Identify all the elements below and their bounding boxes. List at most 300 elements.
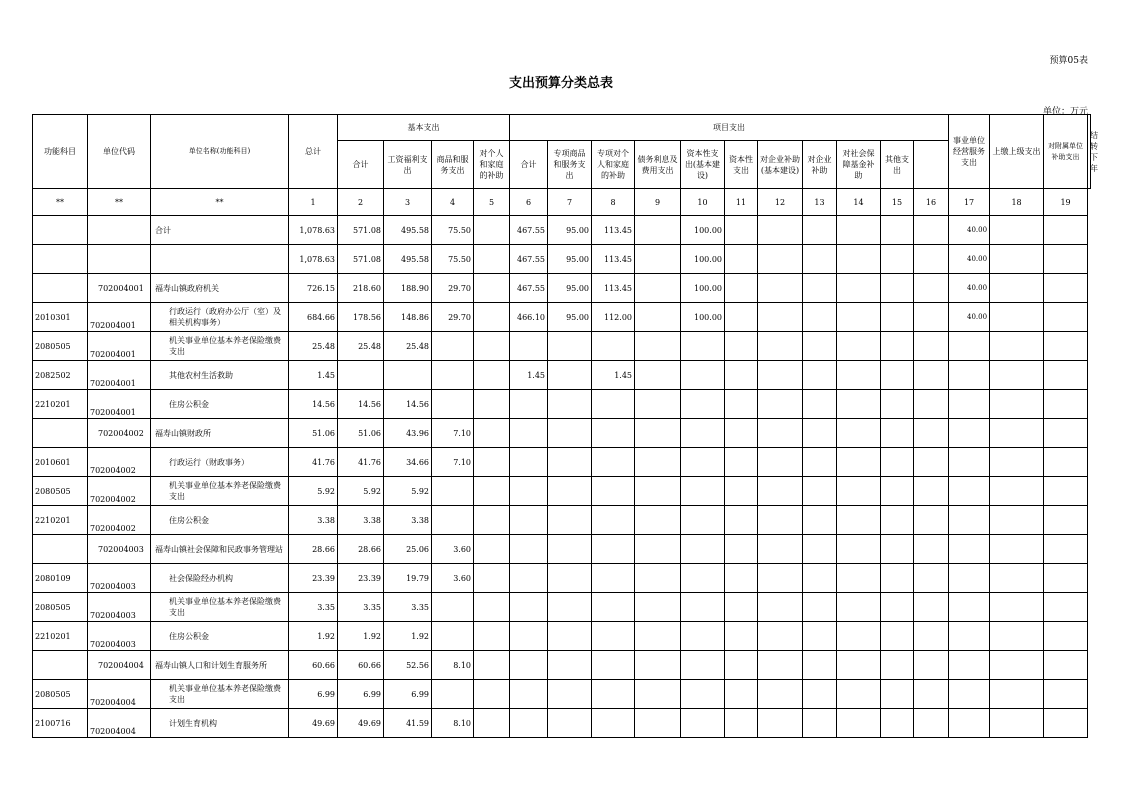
header-total: 总计 [289,115,338,189]
value-cell-carry [1044,535,1088,564]
table-row [33,303,1091,332]
value-cell-p_sum [510,506,548,535]
value-cell-wages: 5.92 [384,477,432,506]
value-cell-wages: 41.59 [384,709,432,738]
value-cell-subsidiary [990,361,1044,390]
value-cell-goods [432,361,474,390]
value-cell-wages: 3.35 [384,593,432,622]
value-cell-indiv [474,216,510,245]
value-cell-p_indiv [592,477,635,506]
value-cell-goods: 7.10 [432,448,474,477]
value-cell-empty [837,303,881,332]
value-cell-empty [881,593,914,622]
value-cell-empty [803,448,837,477]
value-cell-subsidiary [990,593,1044,622]
value-cell-debt [635,274,681,303]
value-cell-empty [837,709,881,738]
value-cell-empty [803,390,837,419]
column-number-row [33,189,1091,216]
header-proj-individual: 专项对个人和家庭的补助 [592,141,635,189]
value-cell-goods: 8.10 [432,709,474,738]
func-subject-cell: 2080505 [33,593,88,622]
value-cell-total: 1,078.63 [289,245,338,274]
value-cell-p_goods [548,332,592,361]
value-cell-upper [949,709,990,738]
value-cell-p_indiv [592,419,635,448]
unit-name-cell [151,709,289,738]
table-row [33,245,1091,274]
func-subject-cell: 2080505 [33,680,88,709]
value-cell-b_sum: 571.08 [338,245,384,274]
value-cell-b_sum: 178.56 [338,303,384,332]
value-cell-debt [635,651,681,680]
value-cell-indiv [474,622,510,651]
func-subject-cell [33,651,88,680]
header-capital-basic: 资本性支出(基本建设) [681,141,725,189]
table-row [33,274,1091,303]
func-subject-cell: 2010301 [33,303,88,332]
value-cell-p_sum [510,535,548,564]
table-row [33,216,1091,245]
value-cell-empty [837,216,881,245]
column-number-cell: 5 [474,189,510,216]
unit-name-cell [151,506,289,535]
value-cell-debt [635,506,681,535]
column-number-cell: 14 [837,189,881,216]
header-func-subject: 功能科目 [33,115,88,189]
value-cell-debt [635,680,681,709]
value-cell-empty [725,651,758,680]
unit-name-text: 福寿山镇政府机关 [155,283,219,293]
value-cell-goods [432,332,474,361]
unit-name-text: 福寿山镇人口和计划生育服务所 [155,660,267,670]
value-cell-b_sum: 14.56 [338,390,384,419]
value-cell-empty [725,419,758,448]
unit-name-text [153,255,155,264]
value-cell-empty [837,390,881,419]
value-cell-debt [635,477,681,506]
value-cell-goods: 8.10 [432,651,474,680]
column-number-cell: 10 [681,189,725,216]
header-goods: 商品和服务支出 [432,141,474,189]
value-cell-b_sum: 1.92 [338,622,384,651]
unit-name-cell [151,332,289,361]
value-cell-indiv [474,448,510,477]
value-cell-p_sum [510,680,548,709]
value-cell-p_indiv [592,564,635,593]
value-cell-upper: 40.00 [949,216,990,245]
value-cell-wages: 148.86 [384,303,432,332]
value-cell-b_sum: 51.06 [338,419,384,448]
value-cell-wages: 495.58 [384,216,432,245]
value-cell-total: 6.99 [289,680,338,709]
value-cell-p_sum [510,622,548,651]
value-cell-wages: 34.66 [384,448,432,477]
value-cell-wages: 1.92 [384,622,432,651]
table-row [33,535,1091,564]
column-number-cell: 18 [990,189,1044,216]
value-cell-cap_basic [681,506,725,535]
value-cell-cap_basic [681,390,725,419]
value-cell-empty [758,680,803,709]
value-cell-total: 41.76 [289,448,338,477]
value-cell-total: 1.45 [289,361,338,390]
value-cell-cap_basic [681,709,725,738]
column-number-cell: 11 [725,189,758,216]
column-number-cell: 2 [338,189,384,216]
value-cell-empty [881,274,914,303]
value-cell-empty [914,361,949,390]
value-cell-p_indiv: 112.00 [592,303,635,332]
value-cell-subsidiary [990,274,1044,303]
value-cell-p_goods [548,622,592,651]
budget-table [32,114,1099,738]
value-cell-upper [949,506,990,535]
header-enterprise: 对企业补助 [803,141,837,189]
value-cell-carry [1044,680,1088,709]
table-row [33,390,1091,419]
unit-code-cell [88,245,151,274]
value-cell-empty [914,506,949,535]
unit-name-text: 机关事业单位基本养老保险缴费支出 [169,597,281,617]
value-cell-empty [914,535,949,564]
value-cell-carry [1044,361,1088,390]
value-cell-empty [881,245,914,274]
header-basic-sum: 合计 [338,141,384,189]
value-cell-empty [914,593,949,622]
column-number-cell: 9 [635,189,681,216]
value-cell-cap_basic [681,332,725,361]
header-proj-goods: 专项商品和服务支出 [548,141,592,189]
header-unit-name: 单位名称(功能科目) [151,115,289,189]
table-row [33,332,1091,361]
value-cell-indiv [474,332,510,361]
column-number-cell: 7 [548,189,592,216]
value-cell-empty [914,216,949,245]
value-cell-wages: 6.99 [384,680,432,709]
unit-name-text: 住房公积金 [169,399,209,409]
value-cell-indiv [474,680,510,709]
value-cell-empty [837,361,881,390]
header-social-fund: 对社会保障基金补助 [837,141,881,189]
column-number-cell: ** [151,189,289,216]
value-cell-cap_basic [681,680,725,709]
value-cell-b_sum: 571.08 [338,216,384,245]
table-row [33,477,1091,506]
unit-name-cell [151,419,289,448]
value-cell-debt [635,535,681,564]
func-subject-cell: 2080109 [33,564,88,593]
value-cell-debt [635,448,681,477]
value-cell-subsidiary [990,419,1044,448]
value-cell-goods: 7.10 [432,419,474,448]
value-cell-empty [837,419,881,448]
value-cell-goods: 3.60 [432,535,474,564]
value-cell-p_sum [510,332,548,361]
value-cell-empty [803,535,837,564]
unit-code-cell: 702004002 [88,506,151,535]
value-cell-empty [837,506,881,535]
value-cell-empty [803,216,837,245]
value-cell-subsidiary [990,448,1044,477]
func-subject-cell: 2080505 [33,332,88,361]
value-cell-empty [803,680,837,709]
table-row [33,419,1091,448]
value-cell-empty [758,477,803,506]
func-subject-cell: 2210201 [33,622,88,651]
unit-name-cell [151,564,289,593]
value-cell-b_sum: 23.39 [338,564,384,593]
value-cell-empty [837,680,881,709]
value-cell-b_sum: 3.35 [338,593,384,622]
value-cell-subsidiary [990,332,1044,361]
unit-code-cell: 702004003 [88,535,151,564]
value-cell-empty [837,564,881,593]
unit-name-cell [151,245,289,274]
column-number-cell: 19 [1044,189,1088,216]
unit-name-text: 住房公积金 [169,515,209,525]
unit-name-cell [151,622,289,651]
value-cell-p_sum [510,709,548,738]
unit-code-cell: 702004002 [88,477,151,506]
value-cell-subsidiary [990,245,1044,274]
value-cell-b_sum [338,361,384,390]
value-cell-empty [837,448,881,477]
value-cell-b_sum: 60.66 [338,651,384,680]
value-cell-wages: 43.96 [384,419,432,448]
value-cell-b_sum: 25.48 [338,332,384,361]
value-cell-wages: 25.06 [384,535,432,564]
unit-name-cell [151,651,289,680]
value-cell-carry [1044,274,1088,303]
value-cell-total: 1.92 [289,622,338,651]
value-cell-goods [432,390,474,419]
unit-name-text: 社会保险经办机构 [169,573,233,583]
value-cell-p_indiv: 113.45 [592,245,635,274]
value-cell-p_goods: 95.00 [548,245,592,274]
value-cell-p_indiv [592,622,635,651]
table-row [33,651,1091,680]
value-cell-empty [758,361,803,390]
value-cell-b_sum: 218.60 [338,274,384,303]
value-cell-empty [881,535,914,564]
value-cell-empty [803,506,837,535]
value-cell-empty [758,709,803,738]
value-cell-p_sum: 467.55 [510,245,548,274]
func-subject-cell: 2210201 [33,506,88,535]
table-row [33,564,1091,593]
value-cell-empty [725,303,758,332]
unit-name-text: 福寿山镇社会保障和民政事务管理站 [155,544,283,554]
value-cell-empty [914,274,949,303]
value-cell-subsidiary [990,564,1044,593]
value-cell-empty [758,245,803,274]
value-cell-p_goods [548,593,592,622]
value-cell-goods [432,622,474,651]
value-cell-upper [949,593,990,622]
value-cell-empty [914,651,949,680]
value-cell-empty [758,506,803,535]
value-cell-empty [837,535,881,564]
table-row [33,448,1091,477]
column-number-cell: 6 [510,189,548,216]
value-cell-p_indiv: 113.45 [592,274,635,303]
value-cell-debt [635,216,681,245]
value-cell-empty [881,216,914,245]
value-cell-carry [1044,506,1088,535]
value-cell-debt [635,709,681,738]
value-cell-total: 5.92 [289,477,338,506]
value-cell-subsidiary [990,622,1044,651]
header-other: 其他支出 [881,141,914,189]
value-cell-empty [914,709,949,738]
value-cell-total: 60.66 [289,651,338,680]
value-cell-p_goods [548,535,592,564]
value-cell-wages: 495.58 [384,245,432,274]
value-cell-subsidiary [990,477,1044,506]
value-cell-wages: 52.56 [384,651,432,680]
value-cell-p_goods [548,390,592,419]
value-cell-total: 726.15 [289,274,338,303]
value-cell-upper [949,564,990,593]
value-cell-upper [949,361,990,390]
column-number-cell: 3 [384,189,432,216]
value-cell-empty [914,448,949,477]
unit-code-cell: 702004002 [88,448,151,477]
unit-code-cell [88,216,151,245]
value-cell-total: 49.69 [289,709,338,738]
value-cell-upper: 40.00 [949,245,990,274]
unit-code-cell: 702004003 [88,564,151,593]
unit-code-cell: 702004001 [88,361,151,390]
value-cell-debt [635,303,681,332]
value-cell-p_indiv [592,506,635,535]
value-cell-empty [803,419,837,448]
value-cell-empty [914,332,949,361]
header-row-1 [33,115,1091,141]
column-number-cell: 13 [803,189,837,216]
value-cell-total: 1,078.63 [289,216,338,245]
value-cell-b_sum: 49.69 [338,709,384,738]
value-cell-empty [725,535,758,564]
value-cell-empty [758,448,803,477]
value-cell-empty [881,622,914,651]
unit-name-text: 机关事业单位基本养老保险缴费支出 [169,481,281,501]
value-cell-empty [758,303,803,332]
value-cell-p_goods: 95.00 [548,274,592,303]
value-cell-wages: 188.90 [384,274,432,303]
value-cell-p_sum [510,651,548,680]
value-cell-cap_basic [681,651,725,680]
value-cell-empty [803,303,837,332]
value-cell-empty [881,332,914,361]
func-subject-cell [33,419,88,448]
value-cell-p_indiv [592,448,635,477]
column-number-cell: 8 [592,189,635,216]
value-cell-empty [758,535,803,564]
unit-name-text: 计划生育机构 [169,718,217,728]
value-cell-subsidiary [990,709,1044,738]
unit-name-cell [151,361,289,390]
value-cell-p_goods [548,448,592,477]
value-cell-upper [949,622,990,651]
value-cell-p_indiv [592,680,635,709]
value-cell-empty [758,419,803,448]
value-cell-carry [1044,245,1088,274]
value-cell-indiv [474,564,510,593]
value-cell-empty [758,651,803,680]
value-cell-empty [725,361,758,390]
value-cell-empty [914,245,949,274]
table-row [33,361,1091,390]
value-cell-total: 51.06 [289,419,338,448]
value-cell-indiv [474,535,510,564]
value-cell-empty [803,622,837,651]
column-number-cell: 1 [289,189,338,216]
value-cell-empty [725,245,758,274]
value-cell-empty [803,332,837,361]
value-cell-empty [881,419,914,448]
value-cell-total: 25.48 [289,332,338,361]
value-cell-empty [725,709,758,738]
unit-name-text: 合计 [155,225,171,235]
value-cell-subsidiary [990,535,1044,564]
value-cell-p_goods [548,680,592,709]
value-cell-goods: 75.50 [432,216,474,245]
column-number-cell: 15 [881,189,914,216]
value-cell-empty [803,651,837,680]
value-cell-empty [881,680,914,709]
value-cell-carry [1044,419,1088,448]
value-cell-cap_basic [681,477,725,506]
value-cell-cap_basic [681,361,725,390]
value-cell-upper [949,419,990,448]
header-debt-interest: 债务利息及费用支出 [635,141,681,189]
header-project: 项目支出 [510,115,949,141]
table-row [33,593,1091,622]
value-cell-empty [837,332,881,361]
value-cell-empty [725,680,758,709]
table-row [33,622,1091,651]
header-wages: 工资福利支出 [384,141,432,189]
value-cell-empty [758,390,803,419]
value-cell-p_sum [510,419,548,448]
unit-name-text: 机关事业单位基本养老保险缴费支出 [169,684,281,704]
value-cell-empty [881,506,914,535]
value-cell-p_sum [510,390,548,419]
value-cell-debt [635,419,681,448]
value-cell-p_goods [548,361,592,390]
value-cell-carry [1044,709,1088,738]
value-cell-cap_basic: 100.00 [681,274,725,303]
func-subject-cell: 2010601 [33,448,88,477]
unit-code-cell: 702004002 [88,419,151,448]
value-cell-total: 28.66 [289,535,338,564]
value-cell-p_sum: 1.45 [510,361,548,390]
value-cell-indiv [474,593,510,622]
value-cell-empty [803,245,837,274]
value-cell-total: 3.35 [289,593,338,622]
value-cell-carry [1044,332,1088,361]
value-cell-subsidiary [990,303,1044,332]
func-subject-cell: 2080505 [33,477,88,506]
value-cell-empty [837,274,881,303]
value-cell-wages: 3.38 [384,506,432,535]
value-cell-cap_basic [681,419,725,448]
unit-name-text: 机关事业单位基本养老保险缴费支出 [169,336,281,356]
value-cell-p_indiv [592,332,635,361]
value-cell-debt [635,390,681,419]
